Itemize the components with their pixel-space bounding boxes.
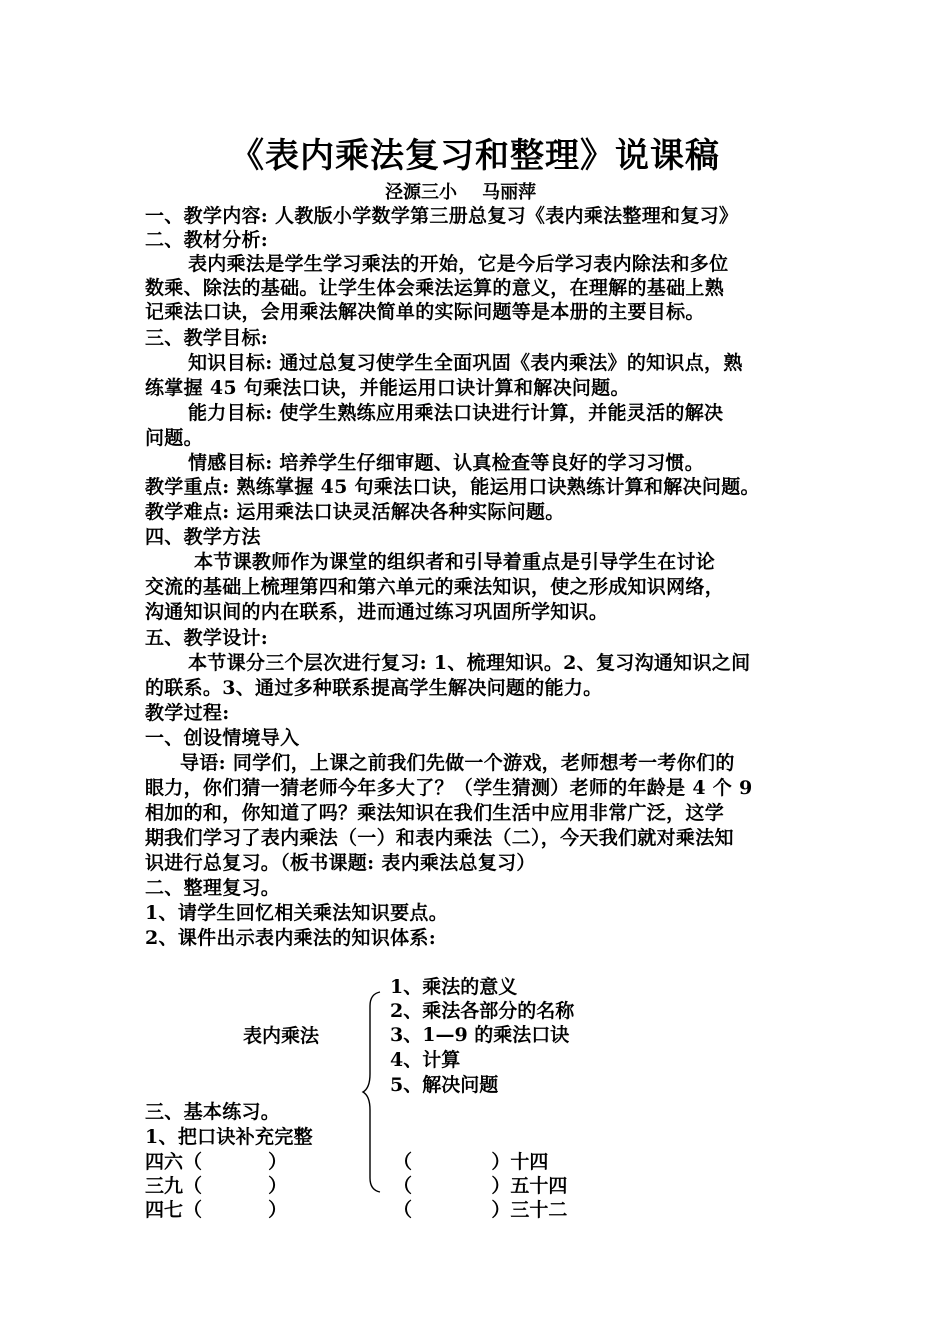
- section-heading: 三、基本练习。: [145, 1101, 281, 1123]
- text-line: 导语: 同学们，上课之前我们先做一个游戏，老师想考一考你们的: [180, 752, 735, 774]
- section-heading: 二、整理复习。: [145, 877, 281, 899]
- document-title: 《表内乘法复习和整理》说课稿: [230, 136, 720, 176]
- fill-blank-item: 四六（ ）: [145, 1151, 288, 1173]
- section-heading: 二、教材分析:: [145, 229, 269, 251]
- text-line: 问题。: [145, 427, 203, 449]
- diagram-item: 5、解决问题: [390, 1074, 499, 1096]
- text-line: 一、教学内容: 人教版小学数学第三册总复习《表内乘法整理和复习》: [145, 205, 739, 227]
- text-line: 记乘法口诀，会用乘法解决简单的实际问题等是本册的主要目标。: [145, 301, 705, 323]
- text-line: 1、把口诀补充完整: [145, 1126, 313, 1148]
- text-line: 教学过程:: [145, 702, 230, 724]
- text-line: 能力目标: 使学生熟练应用乘法口诀进行计算，并能灵活的解决: [188, 402, 724, 424]
- curly-brace: [360, 990, 384, 1194]
- section-heading: 一、创设情境导入: [145, 727, 300, 749]
- text-line: 本节课分三个层次进行复习: 1、梳理知识。2、复习沟通知识之间: [188, 652, 751, 674]
- text-line: 相加的和，你知道了吗？乘法知识在我们生活中应用非常广泛，这学: [145, 802, 725, 824]
- text-line: 教学重点: 熟练掌握 45 句乘法口诀，能运用口诀熟练计算和解决问题。: [145, 476, 760, 498]
- text-line: 练掌握 45 句乘法口诀，并能运用口诀计算和解决问题。: [145, 377, 630, 399]
- fill-blank-item: （ ）十四: [393, 1151, 549, 1173]
- fill-blank-item: 三九（ ）: [145, 1175, 288, 1197]
- diagram-item: 2、乘法各部分的名称: [390, 1000, 575, 1022]
- text-line: 眼力，你们猜一猜老师今年多大了？（学生猜测）老师的年龄是 4 个 9: [145, 777, 753, 799]
- diagram-root-label: 表内乘法: [243, 1025, 320, 1047]
- section-heading: 三、教学目标:: [145, 327, 269, 349]
- text-line: 沟通知识间的内在联系，进而通过练习巩固所学知识。: [145, 601, 609, 623]
- fill-blank-item: 四七（ ）: [145, 1199, 288, 1221]
- section-heading: 四、教学方法: [145, 526, 261, 548]
- text-line: 知识目标: 通过总复习使学生全面巩固《表内乘法》的知识点，熟: [188, 352, 743, 374]
- text-line: 数乘、除法的基础。让学生体会乘法运算的意义，在理解的基础上熟: [145, 277, 725, 299]
- text-line: 情感目标: 培养学生仔细审题、认真检查等良好的学习习惯。: [188, 452, 705, 474]
- fill-blank-item: （ ）五十四: [393, 1175, 568, 1197]
- text-line: 交流的基础上梳理第四和第六单元的乘法知识，使之形成知识网络，: [145, 576, 725, 598]
- diagram-item: 1、乘法的意义: [390, 976, 518, 998]
- text-line: 表内乘法是学生学习乘法的开始，它是今后学习表内除法和多位: [188, 253, 729, 275]
- text-line: 期我们学习了表内乘法（一）和表内乘法（二），今天我们就对乘法知: [145, 827, 734, 849]
- text-line: 的联系。3、通过多种联系提高学生解决问题的能力。: [145, 677, 603, 699]
- section-heading: 五、教学设计:: [145, 627, 269, 649]
- diagram-item: 4、计算: [390, 1049, 461, 1071]
- fill-blank-item: （ ）三十二: [393, 1199, 568, 1221]
- text-line: 识进行总复习。（板书课题: 表内乘法总复习）: [145, 852, 536, 874]
- text-line: 1、请学生回忆相关乘法知识要点。: [145, 902, 449, 924]
- text-line: 2、课件出示表内乘法的知识体系:: [145, 927, 437, 949]
- text-line: 本节课教师作为课堂的组织者和引导着重点是引导学生在讨论: [194, 551, 716, 573]
- diagram-item: 3、1—9 的乘法口诀: [390, 1024, 570, 1046]
- author-line: 泾源三小 马丽萍: [385, 182, 537, 203]
- text-line: 教学难点: 运用乘法口诀灵活解决各种实际问题。: [145, 501, 565, 523]
